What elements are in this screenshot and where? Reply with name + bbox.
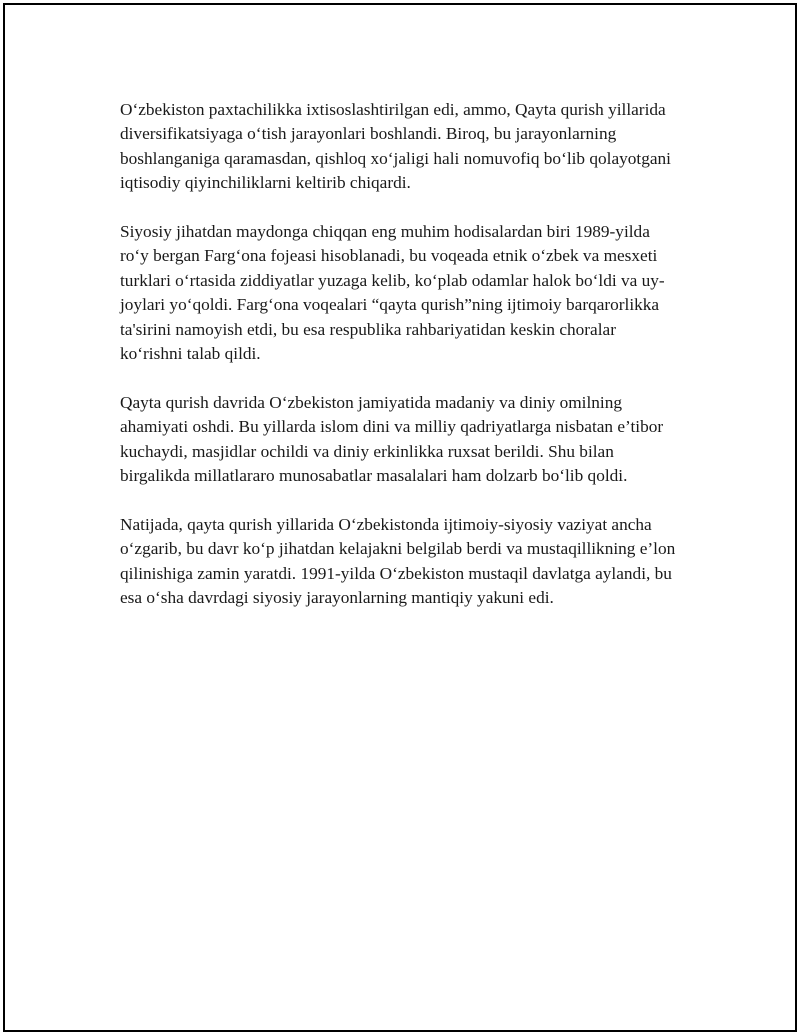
paragraph-culture-religion: Qayta qurish davrida O‘zbekiston jamiyatida madaniy va diniy omilning ahamiyati oshdi. Bu yillarda islom dini va milliy qadriyatlarga nisbatan e’tibor kuchaydi, masjidlar ochildi va diniy erkinlikka ruxsat berildi. Shu bilan birgalikda millatlararo munosabatlar masalalari ham dolzarb bo‘lib qoldi. bbox=[120, 392, 664, 486]
paragraph-economy: O‘zbekiston paxtachilikka ixtisoslashtirilgan edi, ammo, Qayta qurish yillarida diversifikatsiyaga o‘tish jarayonlari boshlandi. Biroq, bu jarayonlarning boshlanganiga qaramasdan, qishloq xo‘jaligi hali nomuvofiq bo‘lib qolayotgani iqtisodiy qiyinchiliklarni keltirib chiqardi. bbox=[120, 100, 671, 193]
document-body bbox=[120, 98, 680, 635]
document-page bbox=[3, 3, 797, 1032]
paragraph-fergana-events: Siyosiy jihatdan maydonga chiqqan eng muhim hodisalardan biri 1989-yilda ro‘y bergan Farg‘ona fojeasi hisoblanadi, bu voqeada etnik o‘zbek va mesxeti turklari o‘rtasida ziddiyatlar yuzaga kelib, ko‘plab odamlar halok bo‘ldi va uy-joylari yo‘qoldi. Farg‘ona voqealari “qayta qurish”ning ijtimoiy barqarorlikka ta'sirini namoyish etdi, bu esa respublika rahbariyatidan keskin choralar ko‘rishni talab qildi. bbox=[120, 222, 665, 364]
paragraph-conclusion: Natijada, qayta qurish yillarida O‘zbekistonda ijtimoiy-siyosiy vaziyat ancha o‘zgarib, bu davr ko‘p jihatdan kelajakni belgilab berdi va mustaqillikning e’lon qilinishiga zamin yaratdi. 1991-yilda O‘zbekiston mustaqil davlatga aylandi, bu esa o‘sha davrdagi siyosiy jarayonlarning mantiqiy yakuni edi. bbox=[120, 514, 676, 608]
